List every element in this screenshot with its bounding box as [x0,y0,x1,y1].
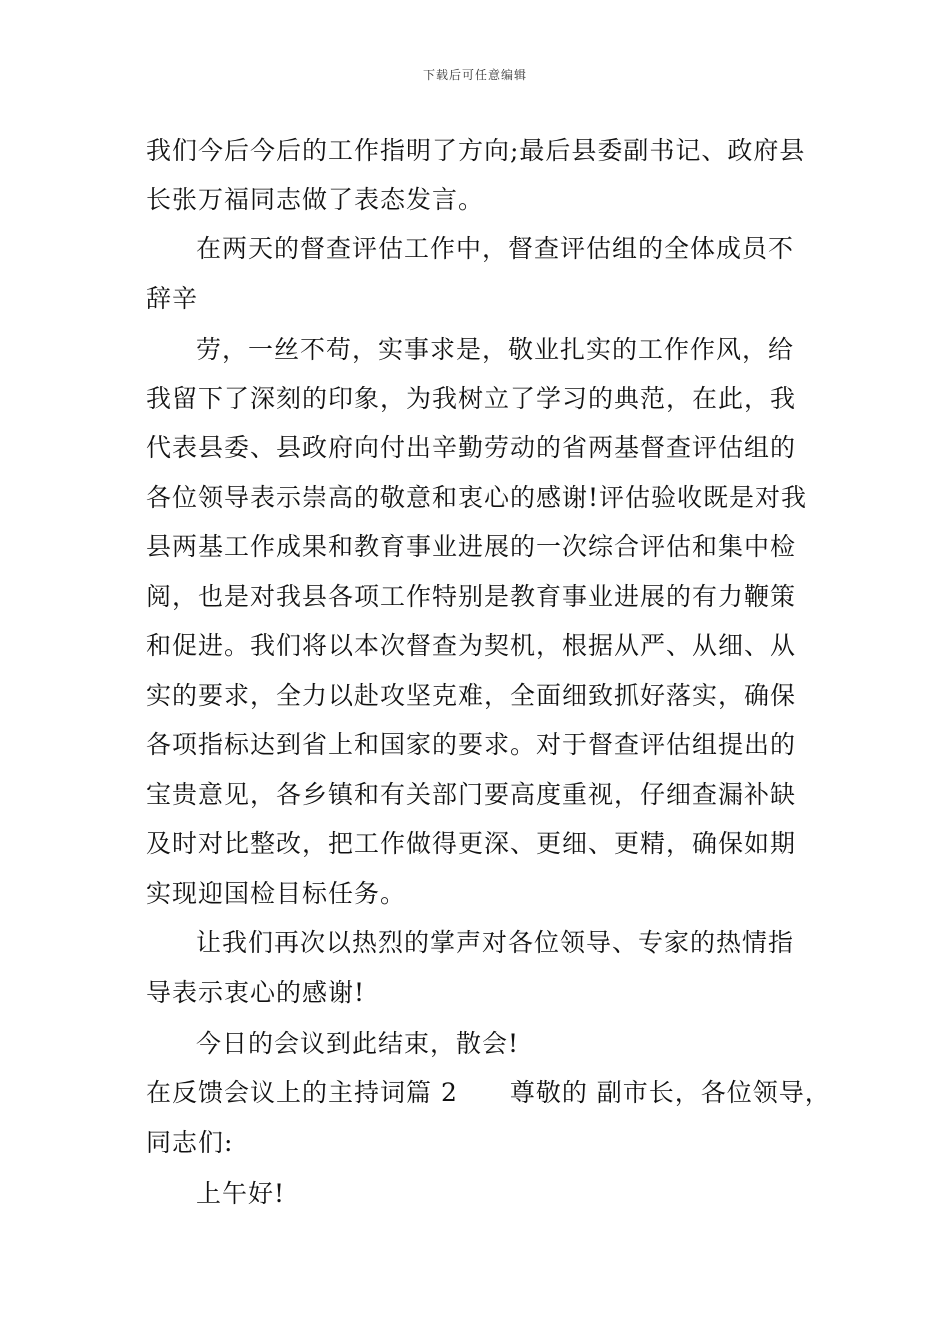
text-line: 宝贵意见，各乡镇和有关部门要高度重视，仔细查漏补缺 [146,780,797,809]
text-line: 及时对比整改，把工作做得更深、更细、更精，确保如期 [146,829,797,858]
section-heading-line: 在反馈会议上的主持词篇 2 尊敬的 副市长，各位领导， [146,1078,831,1107]
text-line: 县两基工作成果和教育事业进展的一次综合评估和集中检 [146,532,797,561]
text-line: 阅，也是对我县各项工作特别是教育事业进展的有力鞭策 [146,582,797,611]
text-line: 让我们再次以热烈的掌声对各位领导、专家的热情指 [196,928,795,957]
text-line: 同志们: [146,1128,234,1157]
text-line: 在两天的督查评估工作中，督查评估组的全体成员不 [196,234,795,263]
page-header: 下载后可任意编辑 [422,68,527,82]
text-line: 辞辛 [146,284,199,313]
text-line: 代表县委、县政府向付出辛勤劳动的省两基督查评估组的 [146,433,797,462]
text-line: 各项指标达到省上和国家的要求。对于督查评估组提出的 [146,730,797,759]
text-line: 我留下了深刻的印象，为我树立了学习的典范，在此，我 [146,384,797,413]
text-line: 和促进。我们将以本次督查为契机，根据从严、从细、从 [146,631,797,660]
text-line: 长张万福同志做了表态发言。 [146,185,485,214]
text-line: 各位领导表示崇高的敬意和衷心的感谢!评估验收既是对我 [146,483,808,512]
text-line: 导表示衷心的感谢! [146,978,366,1007]
text-line: 今日的会议到此结束，散会! [196,1029,520,1058]
text-line: 实的要求，全力以赴攻坚克难，全面细致抓好落实，确保 [146,681,797,710]
text-line: 上午好! [196,1179,286,1208]
text-line: 实现迎国检目标任务。 [146,879,407,908]
text-line: 劳，一丝不苟，实事求是，敬业扎实的工作作风，给 [196,335,795,364]
text-line: 我们今后今后的工作指明了方向;最后县委副书记、政府县 [146,136,806,165]
